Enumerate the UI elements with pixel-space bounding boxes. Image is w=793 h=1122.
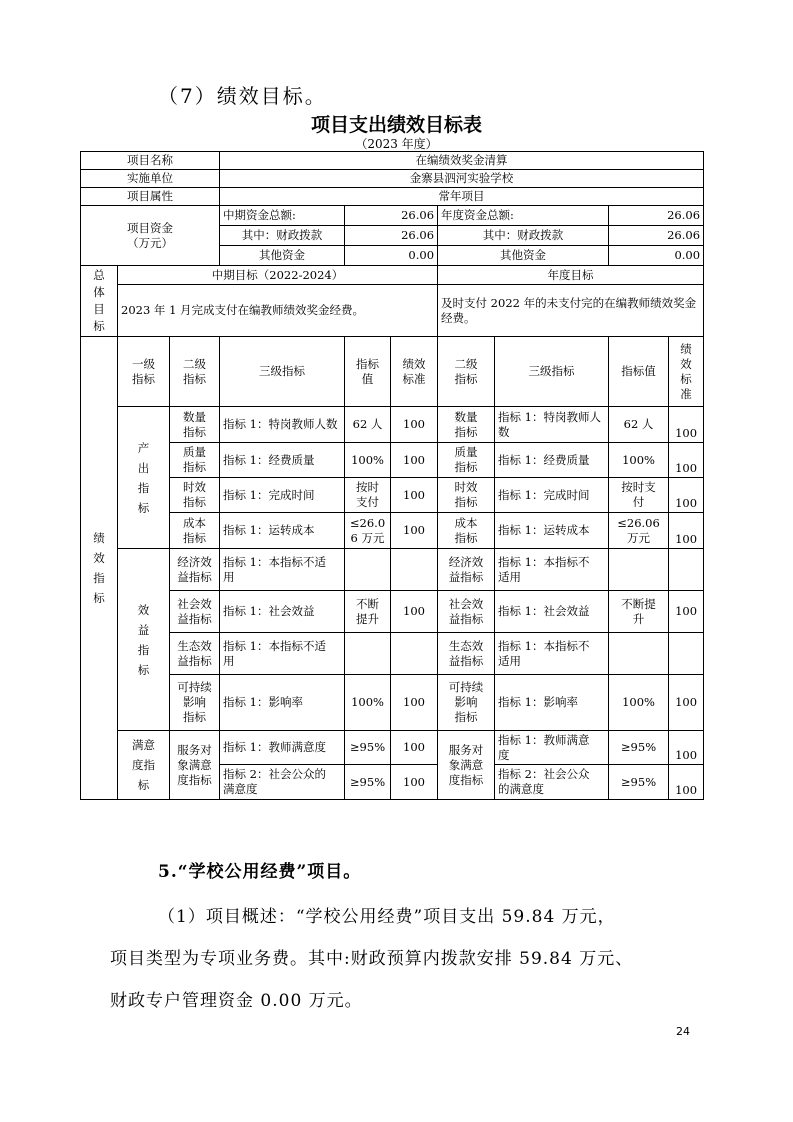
year-other-value: 0.00 [609,246,704,266]
header-level3: 三级指标 [220,337,345,407]
ind-l3: 指标 1：本指标不适 用 [220,549,345,591]
ind-l2-year: 服务对 象满意 度指标 [438,731,495,800]
ind-l3-year: 指标 1：教师满意 度 [495,731,609,765]
ind-l2-year: 经济效 益指标 [438,549,495,591]
year-goal-header: 年度目标 [438,266,704,285]
mid-fin-value: 26.06 [345,226,438,246]
ind-standard-year: 100 [669,731,704,765]
ind-l3-year: 指标 1：社会效益 [495,591,609,633]
ind-value: 62 人 [345,407,391,443]
ind-standard: 100 [391,675,438,731]
ind-standard: 100 [391,765,438,800]
ind-value: ≤26.0 6 万元 [345,513,391,549]
ind-l3-year: 指标 1：本指标不 适用 [495,633,609,675]
year-total-label: 年度资金总额: [438,206,609,226]
ind-l3: 指标 1：运转成本 [220,513,345,549]
ind-l2: 成本 指标 [170,513,220,549]
ind-l2-year: 生态效 益指标 [438,633,495,675]
header-value-year: 指标值 [609,337,669,407]
ind-value-year: 100% [609,675,669,731]
ind-value [345,549,391,591]
mid-goal-header: 中期目标（2022-2024） [118,266,438,285]
ind-l3: 指标 1：本指标不适 用 [220,633,345,675]
ind-standard-year: 100 [669,478,704,513]
ind-l2-year: 质量 指标 [438,443,495,478]
header-level1: 一级 指标 [118,337,170,407]
header-level3-year: 三级指标 [495,337,609,407]
ind-standard-year [669,633,704,675]
ind-standard [391,549,438,591]
year-total-value: 26.06 [609,206,704,226]
ind-l2: 经济效 益指标 [170,549,220,591]
ind-value-year: ≥95% [609,765,669,800]
ind-l2: 可持续 影响 指标 [170,675,220,731]
mid-other-value: 0.00 [345,246,438,266]
ind-l2-year: 成本 指标 [438,513,495,549]
perf-indicator-label: 绩 效 指 标 [81,337,118,800]
section-5-heading: 5.“学校公用经费”项目。 [158,862,362,882]
year-fin-value: 26.06 [609,226,704,246]
ind-l3-year: 指标 1：本指标不 适用 [495,549,609,591]
ind-standard-year: 100 [669,443,704,478]
ind-l3: 指标 1：特岗教师人数 [220,407,345,443]
mid-total-value: 26.06 [345,206,438,226]
overall-goal-label: 总 体 目 标 [81,266,118,337]
ind-l2: 数量 指标 [170,407,220,443]
ind-l3-year: 指标 2：社会公众 的满意度 [495,765,609,800]
mid-total-label: 中期资金总额: [220,206,345,226]
ind-value-year: ≤26.06 万元 [609,513,669,549]
paragraph-line: 项目类型为专项业务费。其中:财政预算内拨款安排 59.84 万元、 [110,949,634,969]
ind-l3: 指标 1：教师满意度 [220,731,345,765]
mid-other-label: 其他资金 [220,246,345,266]
ind-value-year: 不断提 升 [609,591,669,633]
ind-l2: 时效 指标 [170,478,220,513]
header-level2: 二级 指标 [170,337,220,407]
ind-l2: 质量 指标 [170,443,220,478]
ind-standard: 100 [391,443,438,478]
mid-goal-text: 2023 年 1 月完成支付在编教师绩效奖金经费。 [118,285,438,337]
ind-value-year: 100% [609,443,669,478]
unit-value: 金寨县泗河实验学校 [220,170,704,188]
ind-l2-year: 数量 指标 [438,407,495,443]
fund-label: 项目资金 （万元） [81,206,220,266]
ind-value: ≥95% [345,731,391,765]
paragraph-line: （1）项目概述：“学校公用经费”项目支出 59.84 万元， [158,907,616,927]
ind-l2: 社会效 益指标 [170,591,220,633]
ind-l2-year: 社会效 益指标 [438,591,495,633]
ind-value: 按时 支付 [345,478,391,513]
ind-standard [391,633,438,675]
group-output: 产 出 指 标 [118,407,170,549]
ind-standard: 100 [391,478,438,513]
ind-value: 100% [345,443,391,478]
project-name-value: 在编绩效奖金清算 [220,152,704,170]
ind-standard-year: 100 [669,675,704,731]
attr-value: 常年项目 [220,188,704,206]
ind-value [345,633,391,675]
ind-standard: 100 [391,731,438,765]
ind-l2: 服务对 象满意 度指标 [170,731,220,800]
ind-l2-year: 可持续 影响 指标 [438,675,495,731]
year-goal-text: 及时支付 2022 年的未支付完的在编教师绩效奖金经费。 [438,285,704,337]
header-value: 指标 值 [345,337,391,407]
header-standard: 绩效 标准 [391,337,438,407]
project-name-label: 项目名称 [81,152,220,170]
ind-standard-year: 100 [669,407,704,443]
ind-value-year [609,549,669,591]
ind-standard-year [669,549,704,591]
ind-standard: 100 [391,407,438,443]
ind-standard-year: 100 [669,765,704,800]
ind-l3: 指标 1：完成时间 [220,478,345,513]
header-standard-year: 绩 效 标 准 [669,337,704,407]
paragraph-line: 财政专户管理资金 0.00 万元。 [110,991,363,1011]
ind-l2-year: 时效 指标 [438,478,495,513]
ind-standard: 100 [391,513,438,549]
year-other-label: 其他资金 [438,246,609,266]
ind-l3-year: 指标 1：运转成本 [495,513,609,549]
ind-standard-year: 100 [669,513,704,549]
section-heading: （7）绩效目标。 [158,84,327,108]
table-year: （2023 年度） [355,137,438,151]
ind-value-year: ≥95% [609,731,669,765]
ind-value-year: 62 人 [609,407,669,443]
header-level2-year: 二级 指标 [438,337,495,407]
year-fin-label: 其中：财政拨款 [438,226,609,246]
ind-l3-year: 指标 1：完成时间 [495,478,609,513]
ind-l3-year: 指标 1：特岗教师人数 [495,407,609,443]
ind-l3: 指标 1：经费质量 [220,443,345,478]
ind-value: ≥95% [345,765,391,800]
ind-l3: 指标 2：社会公众的 满意度 [220,765,345,800]
attr-label: 项目属性 [81,188,220,206]
ind-l3: 指标 1：社会效益 [220,591,345,633]
ind-l3-year: 指标 1：影响率 [495,675,609,731]
ind-value: 不断 提升 [345,591,391,633]
group-satisfaction: 满意 度指 标 [118,731,170,800]
group-benefit: 效 益 指 标 [118,549,170,731]
ind-standard-year: 100 [669,591,704,633]
performance-goal-table [80,151,704,800]
ind-standard: 100 [391,591,438,633]
ind-value-year [609,633,669,675]
ind-l2: 生态效 益指标 [170,633,220,675]
mid-fin-label: 其中：财政拨款 [220,226,345,246]
ind-value-year: 按时支 付 [609,478,669,513]
ind-l3: 指标 1：影响率 [220,675,345,731]
page-number: 24 [676,1025,690,1038]
table-title: 项目支出绩效目标表 [310,114,482,136]
unit-label: 实施单位 [81,170,220,188]
ind-value: 100% [345,675,391,731]
ind-l3-year: 指标 1：经费质量 [495,443,609,478]
